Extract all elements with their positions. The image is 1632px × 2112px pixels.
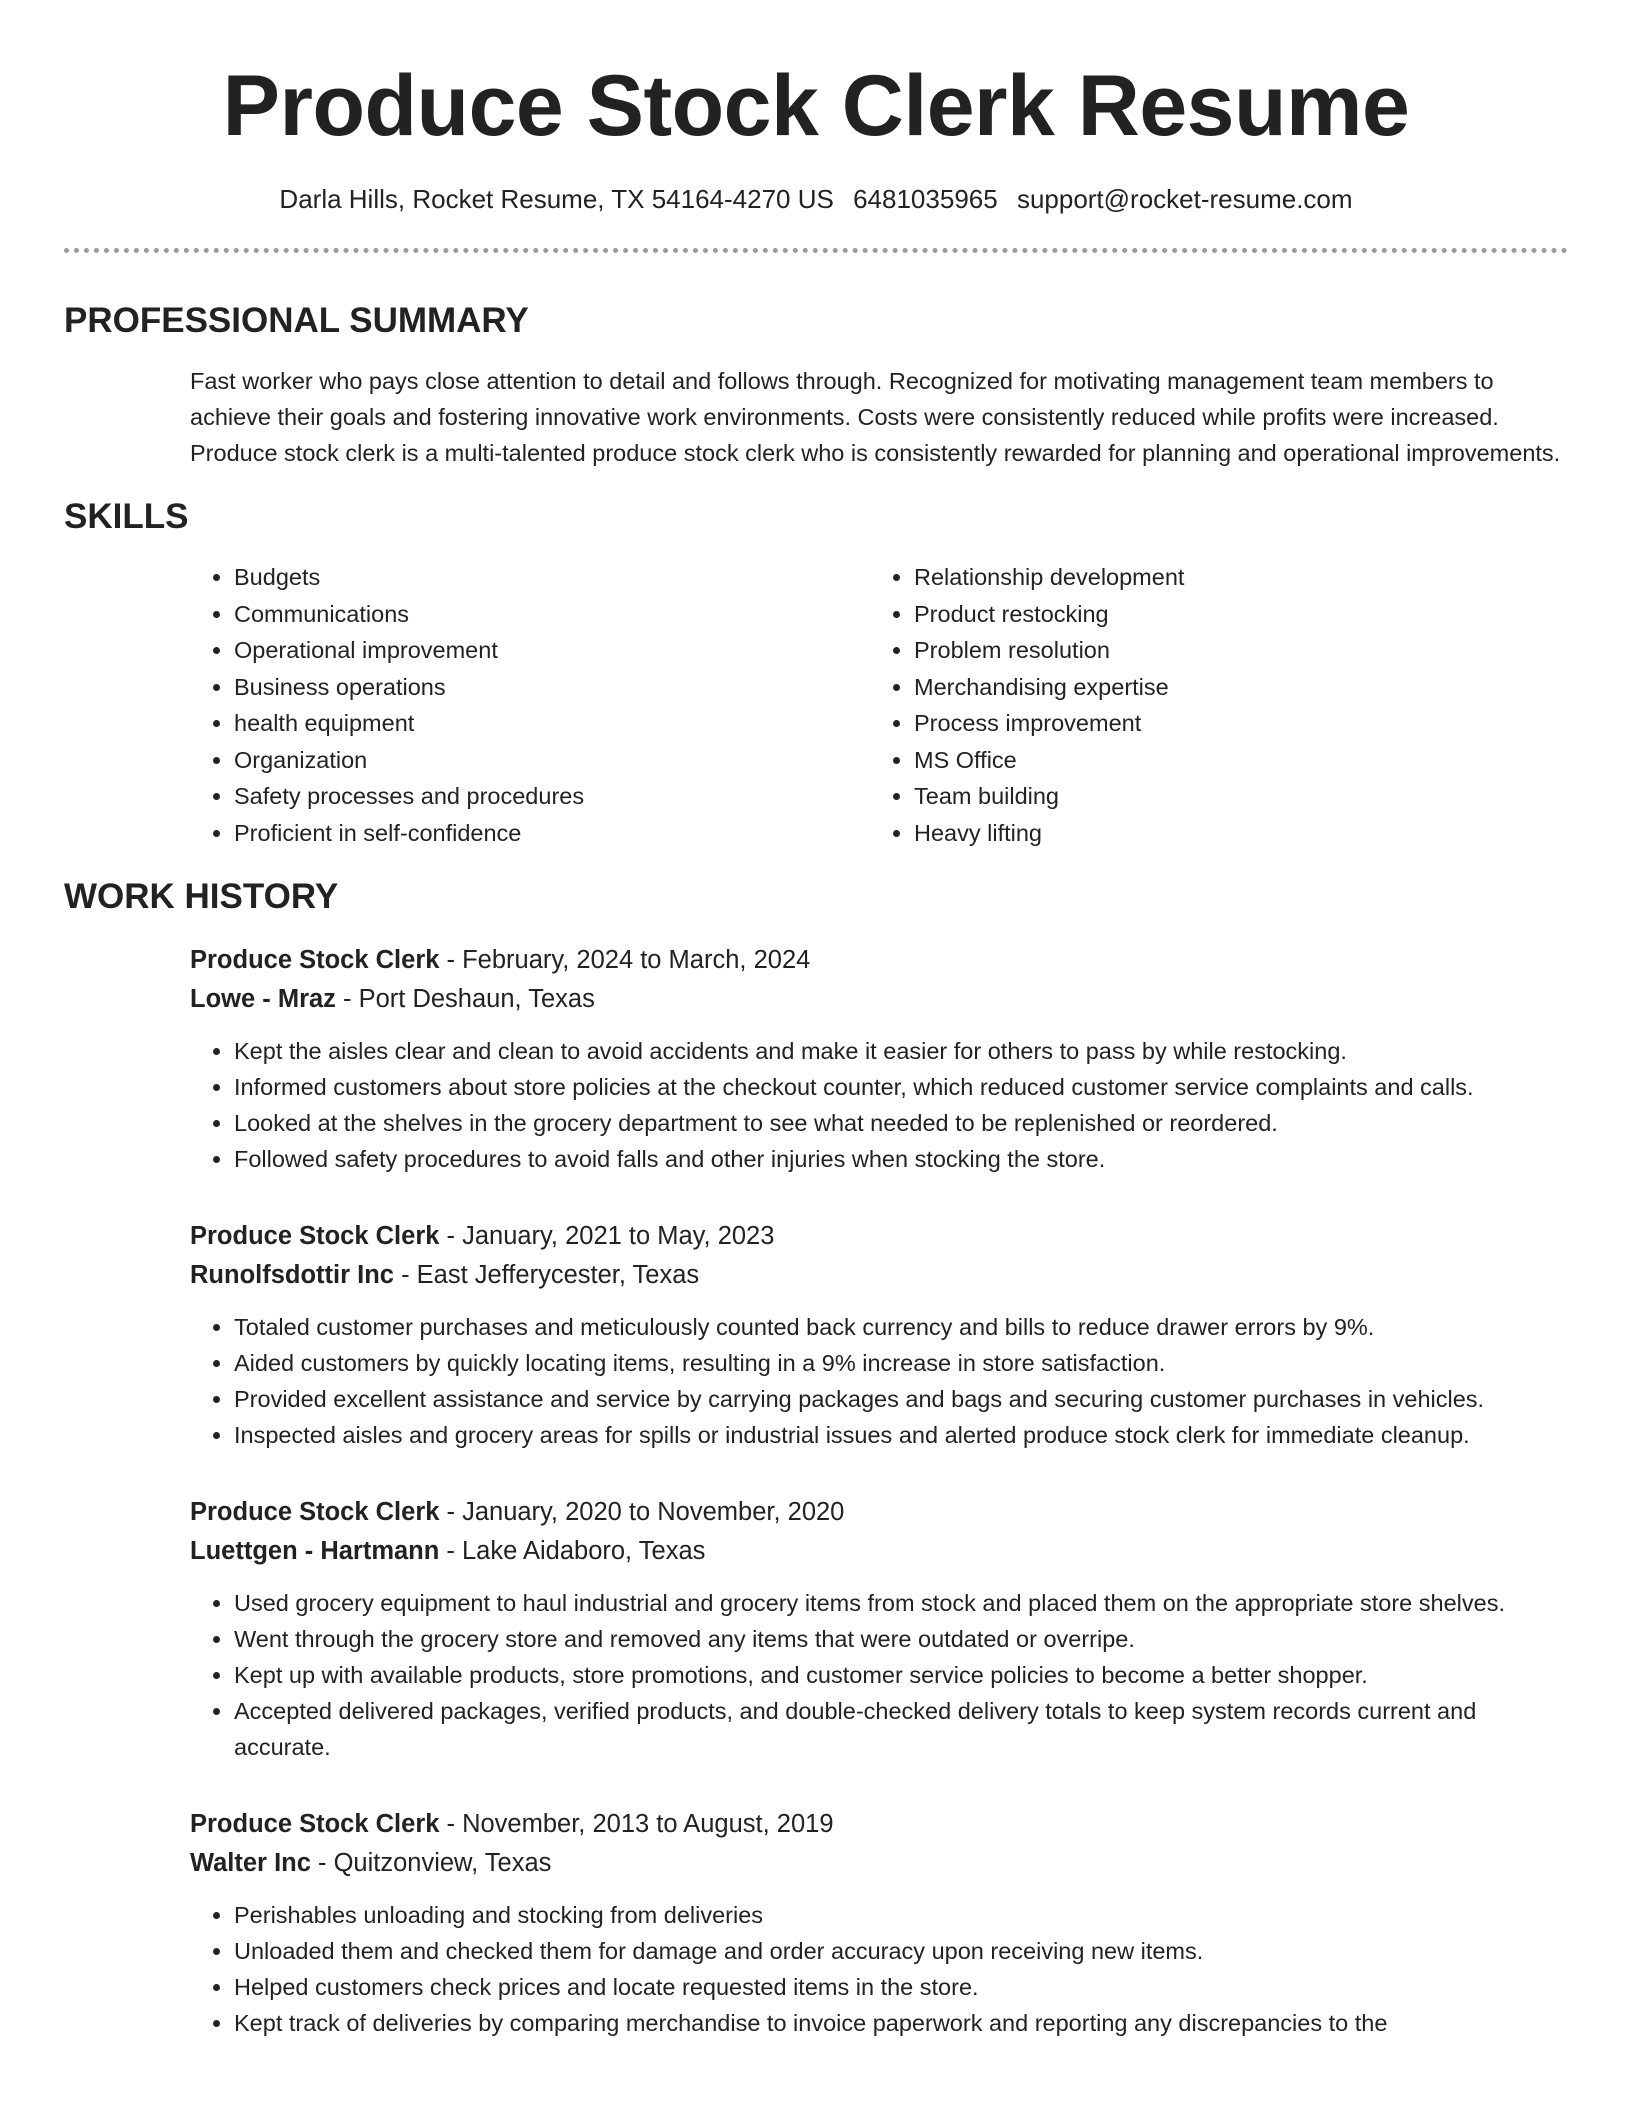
header-divider <box>64 248 1568 253</box>
job-bullet: • Kept the aisles clear and clean to avoid accidents and make it easier for others to pass by while restocking. <box>234 1033 1568 1069</box>
resume-page <box>64 0 1568 2041</box>
job-bullets <box>190 1585 1568 1765</box>
job-bullet: • Aided customers by quickly locating items, resulting in a 9% increase in store satisfaction. <box>234 1345 1568 1381</box>
job-bullets <box>190 1897 1568 2041</box>
skills-heading: SKILLS <box>64 497 189 536</box>
skill-item: • Proficient in self-confidence <box>234 815 870 852</box>
job-bullet: • Unloaded them and checked them for damage and order accuracy upon receiving new items. <box>234 1933 1568 1969</box>
job-dates: - February, 2024 to March, 2024 <box>439 946 811 974</box>
contact-info <box>64 184 1568 214</box>
contact-phone: 6481035965 <box>853 184 998 214</box>
job-bullet: • Provided excellent assistance and service by carrying packages and bags and securing customer purchases in vehicles. <box>234 1381 1568 1417</box>
job-dates: - January, 2020 to November, 2020 <box>439 1498 845 1526</box>
work-history-heading: WORK HISTORY <box>64 877 339 916</box>
job-title-line <box>190 941 1568 980</box>
job-title-line <box>190 1493 1568 1532</box>
job-company-line <box>190 1532 1568 1571</box>
job-company: Walter Inc <box>190 1849 311 1877</box>
job-company: Runolfsdottir Inc <box>190 1261 394 1289</box>
skills-list <box>190 559 1568 851</box>
skill-item: • Process improvement <box>914 705 1544 742</box>
job-title: Produce Stock Clerk <box>190 1810 440 1838</box>
job-location: - Port Deshaun, Texas <box>335 985 595 1013</box>
job-company-line <box>190 1844 1568 1883</box>
skill-item: • Heavy lifting <box>914 815 1544 852</box>
job-bullet: • Inspected aisles and grocery areas for spills or industrial issues and alerted produce stock clerk for immediate cleanup. <box>234 1417 1568 1453</box>
job-entry <box>190 941 1568 1177</box>
job-title-line <box>190 1217 1568 1256</box>
skill-item: • Communications <box>234 596 870 633</box>
job-location: - East Jefferycester, Texas <box>393 1261 700 1289</box>
summary-text: Fast worker who pays close attention to detail and follows through. Recognized for motivating management team members to achieve their goals and fostering innovative work environments. Costs were consistently reduced while profits were increased. Produce stock clerk is a multi-talented produce stock clerk who is consistently rewarded for planning and operational improvements. <box>190 368 1561 466</box>
summary-heading: PROFESSIONAL SUMMARY <box>64 301 529 340</box>
job-bullets <box>190 1033 1568 1177</box>
skill-item: • Team building <box>914 778 1544 815</box>
skill-item: • health equipment <box>234 705 870 742</box>
job-entry <box>190 1805 1568 2041</box>
job-bullet: • Looked at the shelves in the grocery department to see what needed to be replenished or reordered. <box>234 1105 1568 1141</box>
job-entry <box>190 1217 1568 1453</box>
skill-item: • Problem resolution <box>914 632 1544 669</box>
job-bullet: • Used grocery equipment to haul industrial and grocery items from stock and placed them on the appropriate store shelves. <box>234 1585 1568 1621</box>
job-bullet: • Perishables unloading and stocking from deliveries <box>234 1897 1568 1933</box>
job-bullet: • Kept up with available products, store promotions, and customer service policies to become a better shopper. <box>234 1657 1568 1693</box>
job-location: - Quitzonview, Texas <box>310 1849 552 1877</box>
job-company: Lowe - Mraz <box>190 985 336 1013</box>
job-title: Produce Stock Clerk <box>190 946 440 974</box>
skills-column-right <box>870 559 1544 851</box>
skill-item: • Budgets <box>234 559 870 596</box>
skill-item: • Safety processes and procedures <box>234 778 870 815</box>
job-bullet: • Kept track of deliveries by comparing merchandise to invoice paperwork and reporting any discrepancies to the <box>234 2005 1568 2041</box>
contact-address: Darla Hills, Rocket Resume, TX 54164-4270 US <box>279 184 834 214</box>
job-title: Produce Stock Clerk <box>190 1498 440 1526</box>
job-location: - Lake Aidaboro, Texas <box>439 1537 706 1565</box>
skills-column-left <box>190 559 870 851</box>
job-bullets <box>190 1309 1568 1453</box>
job-dates: - January, 2021 to May, 2023 <box>439 1222 775 1250</box>
job-title-line <box>190 1805 1568 1844</box>
page-title: Produce Stock Clerk Resume <box>222 58 1410 154</box>
job-bullet: • Helped customers check prices and locate requested items in the store. <box>234 1969 1568 2005</box>
contact-email: support@rocket-resume.com <box>1016 184 1353 214</box>
job-company-line <box>190 1256 1568 1295</box>
job-bullet: • Followed safety procedures to avoid falls and other injuries when stocking the store. <box>234 1141 1568 1177</box>
skill-item: • Merchandising expertise <box>914 669 1544 706</box>
skill-item: • Organization <box>234 742 870 779</box>
job-bullet: • Totaled customer purchases and meticulously counted back currency and bills to reduce drawer errors by 9%. <box>234 1309 1568 1345</box>
skill-item: • Product restocking <box>914 596 1544 633</box>
skill-item: • Operational improvement <box>234 632 870 669</box>
job-bullet: • Went through the grocery store and removed any items that were outdated or overripe. <box>234 1621 1568 1657</box>
skill-item: • MS Office <box>914 742 1544 779</box>
job-company-line <box>190 980 1568 1019</box>
job-company: Luettgen - Hartmann <box>190 1537 440 1565</box>
job-bullet: • Accepted delivered packages, verified products, and double-checked delivery totals to keep system records current and accurate. <box>234 1693 1568 1765</box>
job-entry <box>190 1493 1568 1765</box>
job-bullet: • Informed customers about store policies at the checkout counter, which reduced customer service complaints and calls. <box>234 1069 1568 1105</box>
skill-item: • Business operations <box>234 669 870 706</box>
job-dates: - November, 2013 to August, 2019 <box>439 1810 834 1838</box>
job-title: Produce Stock Clerk <box>190 1222 440 1250</box>
skill-item: • Relationship development <box>914 559 1544 596</box>
